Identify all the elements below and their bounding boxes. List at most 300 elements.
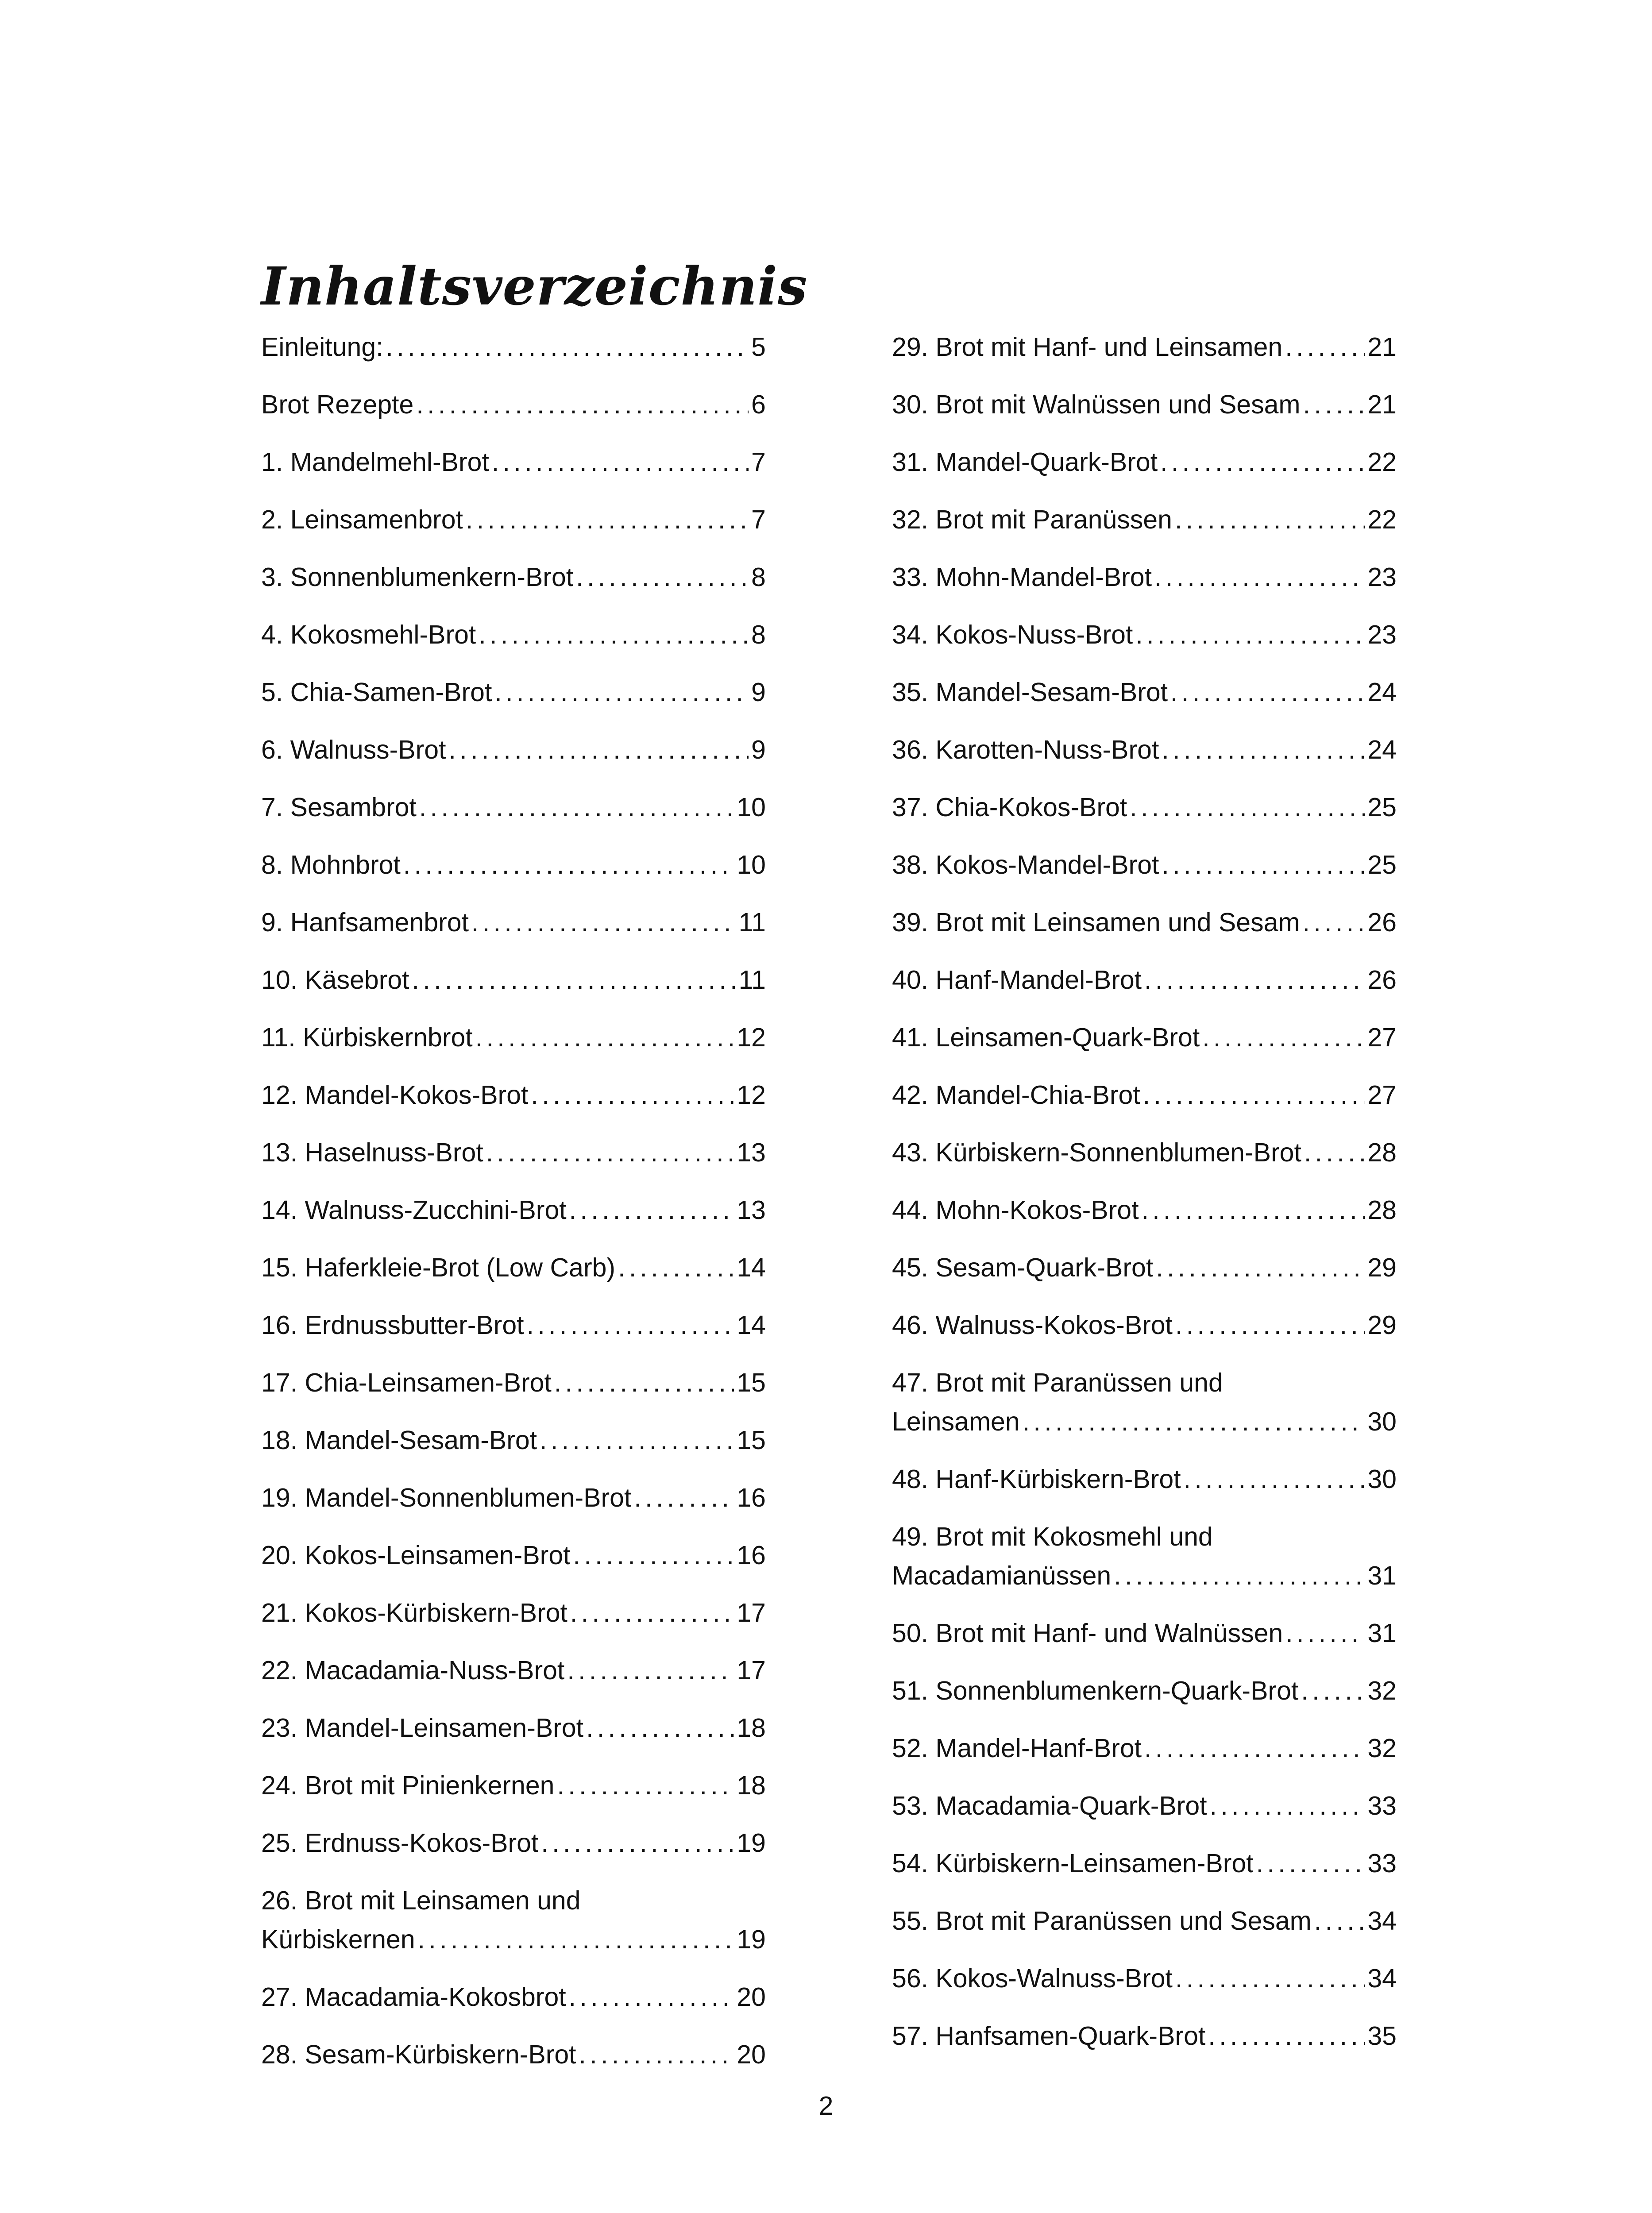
- toc-entry-page: 28: [1367, 1195, 1397, 1225]
- toc-entry-label: 34. Kokos-Nuss-Brot: [892, 620, 1133, 649]
- dot-leader: [570, 1593, 734, 1632]
- toc-entry[interactable]: [892, 1671, 1397, 1710]
- dot-leader: [494, 673, 749, 712]
- toc-entry-row: [261, 1018, 766, 1057]
- toc-entry-label: 38. Kokos-Mandel-Brot: [892, 850, 1159, 879]
- toc-entry-page: 29: [1367, 1311, 1397, 1340]
- toc-entry-page: 24: [1367, 678, 1397, 707]
- dot-leader: [418, 1920, 734, 1959]
- dot-leader: [1160, 443, 1365, 482]
- dot-leader: [479, 615, 749, 654]
- dot-leader: [1304, 1133, 1365, 1172]
- toc-entry-row: [892, 730, 1397, 769]
- toc-entry-row: [261, 1766, 766, 1805]
- toc-entry[interactable]: [261, 2035, 766, 2074]
- toc-entry-row: [892, 1959, 1397, 1998]
- toc-entry-page: 18: [737, 1771, 766, 1800]
- toc-entry-label: Leinsamen: [892, 1407, 1020, 1436]
- toc-entry-page: 15: [737, 1368, 766, 1397]
- toc-entry-label: 7. Sesambrot: [261, 793, 417, 822]
- toc-entry-label: 20. Kokos-Leinsamen-Brot: [261, 1541, 571, 1570]
- toc-entry-label: 42. Mandel-Chia-Brot: [892, 1080, 1140, 1110]
- dot-leader: [576, 558, 749, 597]
- toc-entry-page: 34: [1367, 1964, 1397, 1993]
- toc-entry-row: [892, 1671, 1397, 1710]
- toc-entry-label: 33. Mohn-Mandel-Brot: [892, 563, 1152, 592]
- toc-entry-row: [892, 1191, 1397, 1230]
- toc-entry[interactable]: [261, 1708, 766, 1747]
- dot-leader: [569, 1978, 734, 2016]
- toc-entry[interactable]: [261, 1421, 766, 1460]
- toc-entry[interactable]: [261, 1766, 766, 1805]
- toc-entry[interactable]: [261, 1478, 766, 1517]
- toc-entry-page: 19: [737, 1925, 766, 1954]
- dot-leader: [386, 328, 749, 366]
- dot-leader: [569, 1191, 734, 1230]
- toc-entry-label: 39. Brot mit Leinsamen und Sesam: [892, 908, 1300, 937]
- dot-leader: [1175, 1306, 1365, 1345]
- toc-entry-label: 31. Mandel-Quark-Brot: [892, 447, 1158, 477]
- toc-entry[interactable]: [892, 1517, 1397, 1595]
- toc-entry-page: 15: [737, 1426, 766, 1455]
- toc-entry-row: [892, 1901, 1397, 1940]
- toc-entry-label: 32. Brot mit Paranüssen: [892, 505, 1172, 534]
- toc-entry[interactable]: [261, 500, 766, 539]
- toc-entry[interactable]: [892, 960, 1397, 999]
- toc-entry[interactable]: [261, 328, 766, 366]
- toc-entry-label: 22. Macadamia-Nuss-Brot: [261, 1656, 565, 1685]
- toc-entry[interactable]: [892, 558, 1397, 597]
- toc-entry-row: [892, 1306, 1397, 1345]
- toc-entry-row: [892, 1460, 1397, 1499]
- toc-entry[interactable]: [261, 673, 766, 712]
- toc-entry-label: 18. Mandel-Sesam-Brot: [261, 1426, 537, 1455]
- toc-entry-row: [261, 1133, 766, 1172]
- dot-leader: [1184, 1460, 1365, 1499]
- toc-entry-label: 35. Mandel-Sesam-Brot: [892, 678, 1168, 707]
- toc-entry-page: 21: [1367, 332, 1397, 362]
- dot-leader: [1141, 1191, 1365, 1230]
- dot-leader: [1170, 673, 1365, 712]
- toc-entry-label: 30. Brot mit Walnüssen und Sesam: [892, 390, 1301, 419]
- toc-entry[interactable]: [892, 443, 1397, 482]
- toc-entry-label: 41. Leinsamen-Quark-Brot: [892, 1023, 1200, 1052]
- dot-leader: [527, 1306, 734, 1345]
- dot-leader: [618, 1248, 734, 1287]
- dot-leader: [471, 903, 736, 942]
- toc-entry[interactable]: [892, 1460, 1397, 1499]
- toc-entry[interactable]: [892, 1901, 1397, 1940]
- toc-entry[interactable]: [261, 615, 766, 654]
- toc-entry-row: [261, 500, 766, 539]
- toc-entry[interactable]: [261, 730, 766, 769]
- dot-leader: [466, 500, 749, 539]
- dot-leader: [1303, 385, 1365, 424]
- toc-entry-page: 14: [737, 1311, 766, 1340]
- toc-entry-page: 19: [737, 1828, 766, 1858]
- toc-entry-label: 36. Karotten-Nuss-Brot: [892, 735, 1159, 764]
- dot-leader: [1156, 1248, 1365, 1287]
- toc-entry-label: 23. Mandel-Leinsamen-Brot: [261, 1713, 584, 1743]
- toc-entry[interactable]: [892, 2016, 1397, 2055]
- toc-entry-label: 6. Walnuss-Brot: [261, 735, 446, 764]
- toc-entry-page: 16: [737, 1483, 766, 1512]
- toc-entry-page: 5: [751, 332, 766, 362]
- toc-entry[interactable]: [261, 1978, 766, 2016]
- toc-entry[interactable]: [892, 328, 1397, 366]
- toc-entry-label: 48. Hanf-Kürbiskern-Brot: [892, 1465, 1181, 1494]
- toc-entry[interactable]: [892, 730, 1397, 769]
- dot-leader: [486, 1133, 734, 1172]
- toc-entry[interactable]: [892, 1248, 1397, 1287]
- dot-leader: [1114, 1556, 1365, 1595]
- toc-entry-page: 12: [737, 1080, 766, 1110]
- toc-entry-page: 30: [1367, 1465, 1397, 1494]
- toc-entry-row: [892, 385, 1397, 424]
- toc-entry-row: [261, 328, 766, 366]
- toc-entry-page: 13: [737, 1138, 766, 1167]
- toc-entry[interactable]: [892, 1306, 1397, 1345]
- toc-entry-row: [261, 673, 766, 712]
- dot-leader: [567, 1651, 734, 1690]
- toc-entry-label: 57. Hanfsamen-Quark-Brot: [892, 2021, 1206, 2051]
- toc-entry[interactable]: [892, 903, 1397, 942]
- toc-entry[interactable]: [892, 1729, 1397, 1768]
- toc-entry-label: 54. Kürbiskern-Leinsamen-Brot: [892, 1849, 1254, 1878]
- dot-leader: [1143, 1076, 1365, 1114]
- toc-entry[interactable]: [892, 1133, 1397, 1172]
- toc-entry-row: [261, 1708, 766, 1747]
- toc-entry-page: 34: [1367, 1906, 1397, 1935]
- toc-entry[interactable]: [892, 673, 1397, 712]
- toc-entry-row: [892, 500, 1397, 539]
- toc-entry[interactable]: [261, 788, 766, 827]
- dot-leader: [1301, 1671, 1365, 1710]
- toc-entry-page: 21: [1367, 390, 1397, 419]
- dot-leader: [557, 1766, 734, 1805]
- toc-entry-page: 33: [1367, 1791, 1397, 1820]
- toc-entry-row: [261, 1478, 766, 1517]
- toc-entry-row: [892, 903, 1397, 942]
- toc-entry-page: 14: [737, 1253, 766, 1282]
- toc-entry-row: [261, 385, 766, 424]
- dot-leader: [475, 1018, 734, 1057]
- toc-entry-row: [261, 1536, 766, 1575]
- toc-entry[interactable]: [261, 1536, 766, 1575]
- toc-entry-row: [892, 2016, 1397, 2055]
- toc-entry-label: Macadamianüssen: [892, 1561, 1112, 1590]
- dot-leader: [1175, 1959, 1365, 1998]
- toc-entry-row: [261, 960, 766, 999]
- toc-entry-label: Brot Rezepte: [261, 390, 414, 419]
- toc-entry[interactable]: [892, 1614, 1397, 1653]
- toc-entry-row: [261, 788, 766, 827]
- dot-leader: [1130, 788, 1365, 827]
- toc-entry[interactable]: [261, 443, 766, 482]
- toc-entry-page: 16: [737, 1541, 766, 1570]
- toc-entry-page: 11: [738, 908, 766, 937]
- toc-column-right: [892, 328, 1397, 2074]
- dot-leader: [403, 845, 734, 884]
- toc-entry[interactable]: [261, 1191, 766, 1230]
- toc-entry-label: 11. Kürbiskernbrot: [261, 1023, 473, 1052]
- toc-entry-row: [261, 1920, 766, 1959]
- toc-entry-label: 3. Sonnenblumenkern-Brot: [261, 563, 574, 592]
- toc-entry-label: 44. Mohn-Kokos-Brot: [892, 1195, 1139, 1225]
- toc-entry[interactable]: [261, 385, 766, 424]
- toc-entry-page: 10: [737, 850, 766, 879]
- dot-leader: [1175, 500, 1365, 539]
- toc-entry-page: 22: [1367, 505, 1397, 534]
- toc-entry-row: [892, 615, 1397, 654]
- toc-entry[interactable]: [261, 1363, 766, 1402]
- toc-entry-label-line: 49. Brot mit Kokosmehl und: [892, 1522, 1213, 1551]
- toc-entry-row: [261, 443, 766, 482]
- dot-leader: [1202, 1018, 1365, 1057]
- toc-entry-page: 31: [1367, 1619, 1397, 1648]
- toc-entry-page: 11: [738, 965, 766, 995]
- toc-entry[interactable]: [261, 903, 766, 942]
- toc-entry-label: 12. Mandel-Kokos-Brot: [261, 1080, 529, 1110]
- toc-entry-row: [892, 1018, 1397, 1057]
- toc-entry-page: 32: [1367, 1734, 1397, 1763]
- toc-entry-label: 37. Chia-Kokos-Brot: [892, 793, 1127, 822]
- toc-entry[interactable]: [261, 1018, 766, 1057]
- toc-entry-page: 8: [751, 620, 766, 649]
- dot-leader: [416, 385, 749, 424]
- toc-entry-page: 7: [751, 505, 766, 534]
- dot-leader: [541, 1824, 734, 1862]
- dot-leader: [634, 1478, 734, 1517]
- toc-entry-label: 53. Macadamia-Quark-Brot: [892, 1791, 1207, 1820]
- toc-entry-page: 7: [751, 447, 766, 477]
- toc-entry-label: Kürbiskernen: [261, 1925, 415, 1954]
- toc-entry-page: 32: [1367, 1676, 1397, 1705]
- toc-entry-label: 2. Leinsamenbrot: [261, 505, 463, 534]
- toc-entry-page: 20: [737, 1982, 766, 2012]
- toc-entry[interactable]: [892, 1959, 1397, 1998]
- toc-entry-row: [892, 1402, 1397, 1441]
- toc-entry-label: 8. Mohnbrot: [261, 850, 401, 879]
- toc-entry-row: [261, 1076, 766, 1114]
- dot-leader: [419, 788, 734, 827]
- toc-entry-page: 6: [751, 390, 766, 419]
- toc-entry-label: 28. Sesam-Kürbiskern-Brot: [261, 2040, 576, 2069]
- toc-entry-label: 40. Hanf-Mandel-Brot: [892, 965, 1142, 995]
- toc-entry[interactable]: [261, 1651, 766, 1690]
- dot-leader: [531, 1076, 734, 1114]
- dot-leader: [1285, 1614, 1365, 1653]
- dot-leader: [1162, 845, 1365, 884]
- dot-leader: [1210, 1786, 1365, 1825]
- dot-leader: [1162, 730, 1365, 769]
- toc-entry[interactable]: [892, 500, 1397, 539]
- dot-leader: [1144, 960, 1365, 999]
- toc-entry-page: 23: [1367, 563, 1397, 592]
- toc-entry-row: [261, 1306, 766, 1345]
- toc-entry-label: 52. Mandel-Hanf-Brot: [892, 1734, 1142, 1763]
- toc-entry-page: 35: [1367, 2021, 1397, 2051]
- toc-entry-page: 28: [1367, 1138, 1397, 1167]
- toc-entry-page: 25: [1367, 793, 1397, 822]
- dot-leader: [1144, 1729, 1365, 1768]
- toc-entry-page: 9: [751, 678, 766, 707]
- toc-entry-label-line: 47. Brot mit Paranüssen und: [892, 1368, 1223, 1397]
- toc-entry[interactable]: [892, 1018, 1397, 1057]
- toc-entry-row: [261, 1248, 766, 1287]
- toc-entry-page: 12: [737, 1023, 766, 1052]
- toc-entry-page: 29: [1367, 1253, 1397, 1282]
- toc-entry-row: [892, 1556, 1397, 1595]
- toc-entry-row: [892, 845, 1397, 884]
- toc-entry-row: [892, 673, 1397, 712]
- toc-entry-page: 10: [737, 793, 766, 822]
- toc-entry-label: 10. Käsebrot: [261, 965, 409, 995]
- toc-entry-label: Einleitung:: [261, 332, 383, 362]
- toc-entry[interactable]: [892, 1076, 1397, 1114]
- toc-entry-row: [261, 1651, 766, 1690]
- toc-entry-row: [261, 1824, 766, 1862]
- toc-entry-label: 14. Walnuss-Zucchini-Brot: [261, 1195, 567, 1225]
- toc-entry[interactable]: [892, 1191, 1397, 1230]
- toc-entry-row: [892, 788, 1397, 827]
- toc-entry-page: 26: [1367, 965, 1397, 995]
- toc-entry-label: 17. Chia-Leinsamen-Brot: [261, 1368, 552, 1397]
- toc-entry-row: [892, 1844, 1397, 1883]
- toc-entry-label: 43. Kürbiskern-Sonnenblumen-Brot: [892, 1138, 1301, 1167]
- toc-entry-page: 30: [1367, 1407, 1397, 1436]
- toc-entry-page: 9: [751, 735, 766, 764]
- toc-entry-row: [261, 1593, 766, 1632]
- toc-column-left: [261, 328, 766, 2093]
- toc-entry-row: [261, 903, 766, 942]
- toc-entry-label: 50. Brot mit Hanf- und Walnüssen: [892, 1619, 1283, 1648]
- toc-entry-label: 29. Brot mit Hanf- und Leinsamen: [892, 332, 1283, 362]
- toc-entry-label: 13. Haselnuss-Brot: [261, 1138, 483, 1167]
- toc-entry-row: [261, 1421, 766, 1460]
- toc-entry-label: 15. Haferkleie-Brot (Low Carb): [261, 1253, 616, 1282]
- toc-entry-page: 13: [737, 1195, 766, 1225]
- toc-entry-row: [892, 1076, 1397, 1114]
- toc-entry-label: 19. Mandel-Sonnenblumen-Brot: [261, 1483, 632, 1512]
- toc-entry-page: 27: [1367, 1080, 1397, 1110]
- toc-entry-row: [261, 1363, 766, 1402]
- toc-entry[interactable]: [261, 1881, 766, 1959]
- toc-entry-page: 26: [1367, 908, 1397, 937]
- toc-entry[interactable]: [892, 1363, 1397, 1441]
- dot-leader: [412, 960, 736, 999]
- toc-entry-page: 27: [1367, 1023, 1397, 1052]
- toc-entry[interactable]: [261, 1076, 766, 1114]
- toc-entry-row: [261, 730, 766, 769]
- toc-entry-row: [261, 558, 766, 597]
- toc-entry[interactable]: [261, 1133, 766, 1172]
- dot-leader: [1154, 558, 1365, 597]
- toc-entry[interactable]: [261, 558, 766, 597]
- toc-entry-page: 8: [751, 563, 766, 592]
- toc-entry-page: 24: [1367, 735, 1397, 764]
- toc-entry-row: [261, 2035, 766, 2074]
- toc-entry-label: 51. Sonnenblumenkern-Quark-Brot: [892, 1676, 1299, 1705]
- toc-entry[interactable]: [261, 1306, 766, 1345]
- dot-leader: [449, 730, 749, 769]
- toc-entry[interactable]: [892, 615, 1397, 654]
- toc-entry-page: 23: [1367, 620, 1397, 649]
- toc-entry-row: [261, 845, 766, 884]
- toc-entry-label: 56. Kokos-Walnuss-Brot: [892, 1964, 1173, 1993]
- dot-leader: [1285, 328, 1365, 366]
- toc-entry-row: [892, 1729, 1397, 1768]
- toc-entry[interactable]: [261, 1824, 766, 1862]
- toc-entry-label: 25. Erdnuss-Kokos-Brot: [261, 1828, 539, 1858]
- toc-entry-label: 24. Brot mit Pinienkernen: [261, 1771, 555, 1800]
- dot-leader: [586, 1708, 734, 1747]
- toc-entry-label: 55. Brot mit Paranüssen und Sesam: [892, 1906, 1312, 1935]
- toc-entry-row: [261, 615, 766, 654]
- dot-leader: [1023, 1402, 1365, 1441]
- dot-leader: [540, 1421, 734, 1460]
- toc-entry-page: 17: [737, 1656, 766, 1685]
- toc-entry-row: [261, 1191, 766, 1230]
- page-number: 2: [818, 2091, 834, 2120]
- toc-entry-label: 45. Sesam-Quark-Brot: [892, 1253, 1154, 1282]
- toc-entry[interactable]: [892, 845, 1397, 884]
- toc-entry-row: [892, 558, 1397, 597]
- dot-leader: [1314, 1901, 1365, 1940]
- dot-leader: [554, 1363, 734, 1402]
- toc-entry-row: [892, 1614, 1397, 1653]
- toc-entry[interactable]: [261, 845, 766, 884]
- toc-entry-row: [892, 1133, 1397, 1172]
- dot-leader: [1303, 903, 1365, 942]
- dot-leader: [1135, 615, 1365, 654]
- toc-entry-label: 46. Walnuss-Kokos-Brot: [892, 1311, 1173, 1340]
- toc-entry-page: 25: [1367, 850, 1397, 879]
- toc-entry-page: 20: [737, 2040, 766, 2069]
- page-title: Inhaltsverzeichnis: [261, 255, 808, 317]
- dot-leader: [492, 443, 749, 482]
- toc-entry-page: 31: [1367, 1561, 1397, 1590]
- toc-entry-row: [892, 328, 1397, 366]
- toc-entry-row: [892, 443, 1397, 482]
- toc-entry-page: 17: [737, 1598, 766, 1627]
- toc-entry-page: 22: [1367, 447, 1397, 477]
- dot-leader: [573, 1536, 734, 1575]
- toc-entry-label: 16. Erdnussbutter-Brot: [261, 1311, 524, 1340]
- toc-entry-label: 5. Chia-Samen-Brot: [261, 678, 492, 707]
- toc-entry[interactable]: [261, 960, 766, 999]
- toc-entry[interactable]: [892, 788, 1397, 827]
- dot-leader: [1256, 1844, 1365, 1883]
- toc-entry-label: 9. Hanfsamenbrot: [261, 908, 469, 937]
- toc-entry-page: 33: [1367, 1849, 1397, 1878]
- toc-entry-page: 18: [737, 1713, 766, 1743]
- toc-entry-label: 27. Macadamia-Kokosbrot: [261, 1982, 566, 2012]
- toc-entry-label: 1. Mandelmehl-Brot: [261, 447, 489, 477]
- toc-entry[interactable]: [892, 385, 1397, 424]
- dot-leader: [1208, 2016, 1365, 2055]
- toc-entry-label-line: 26. Brot mit Leinsamen und: [261, 1886, 581, 1915]
- dot-leader: [579, 2035, 734, 2074]
- toc-entry[interactable]: [261, 1248, 766, 1287]
- toc-entry[interactable]: [892, 1786, 1397, 1825]
- toc-entry[interactable]: [261, 1593, 766, 1632]
- toc-entry[interactable]: [892, 1844, 1397, 1883]
- toc-entry-label: 21. Kokos-Kürbiskern-Brot: [261, 1598, 567, 1627]
- toc-entry-label: 4. Kokosmehl-Brot: [261, 620, 476, 649]
- toc-entry-row: [892, 1248, 1397, 1287]
- toc-entry-row: [892, 1786, 1397, 1825]
